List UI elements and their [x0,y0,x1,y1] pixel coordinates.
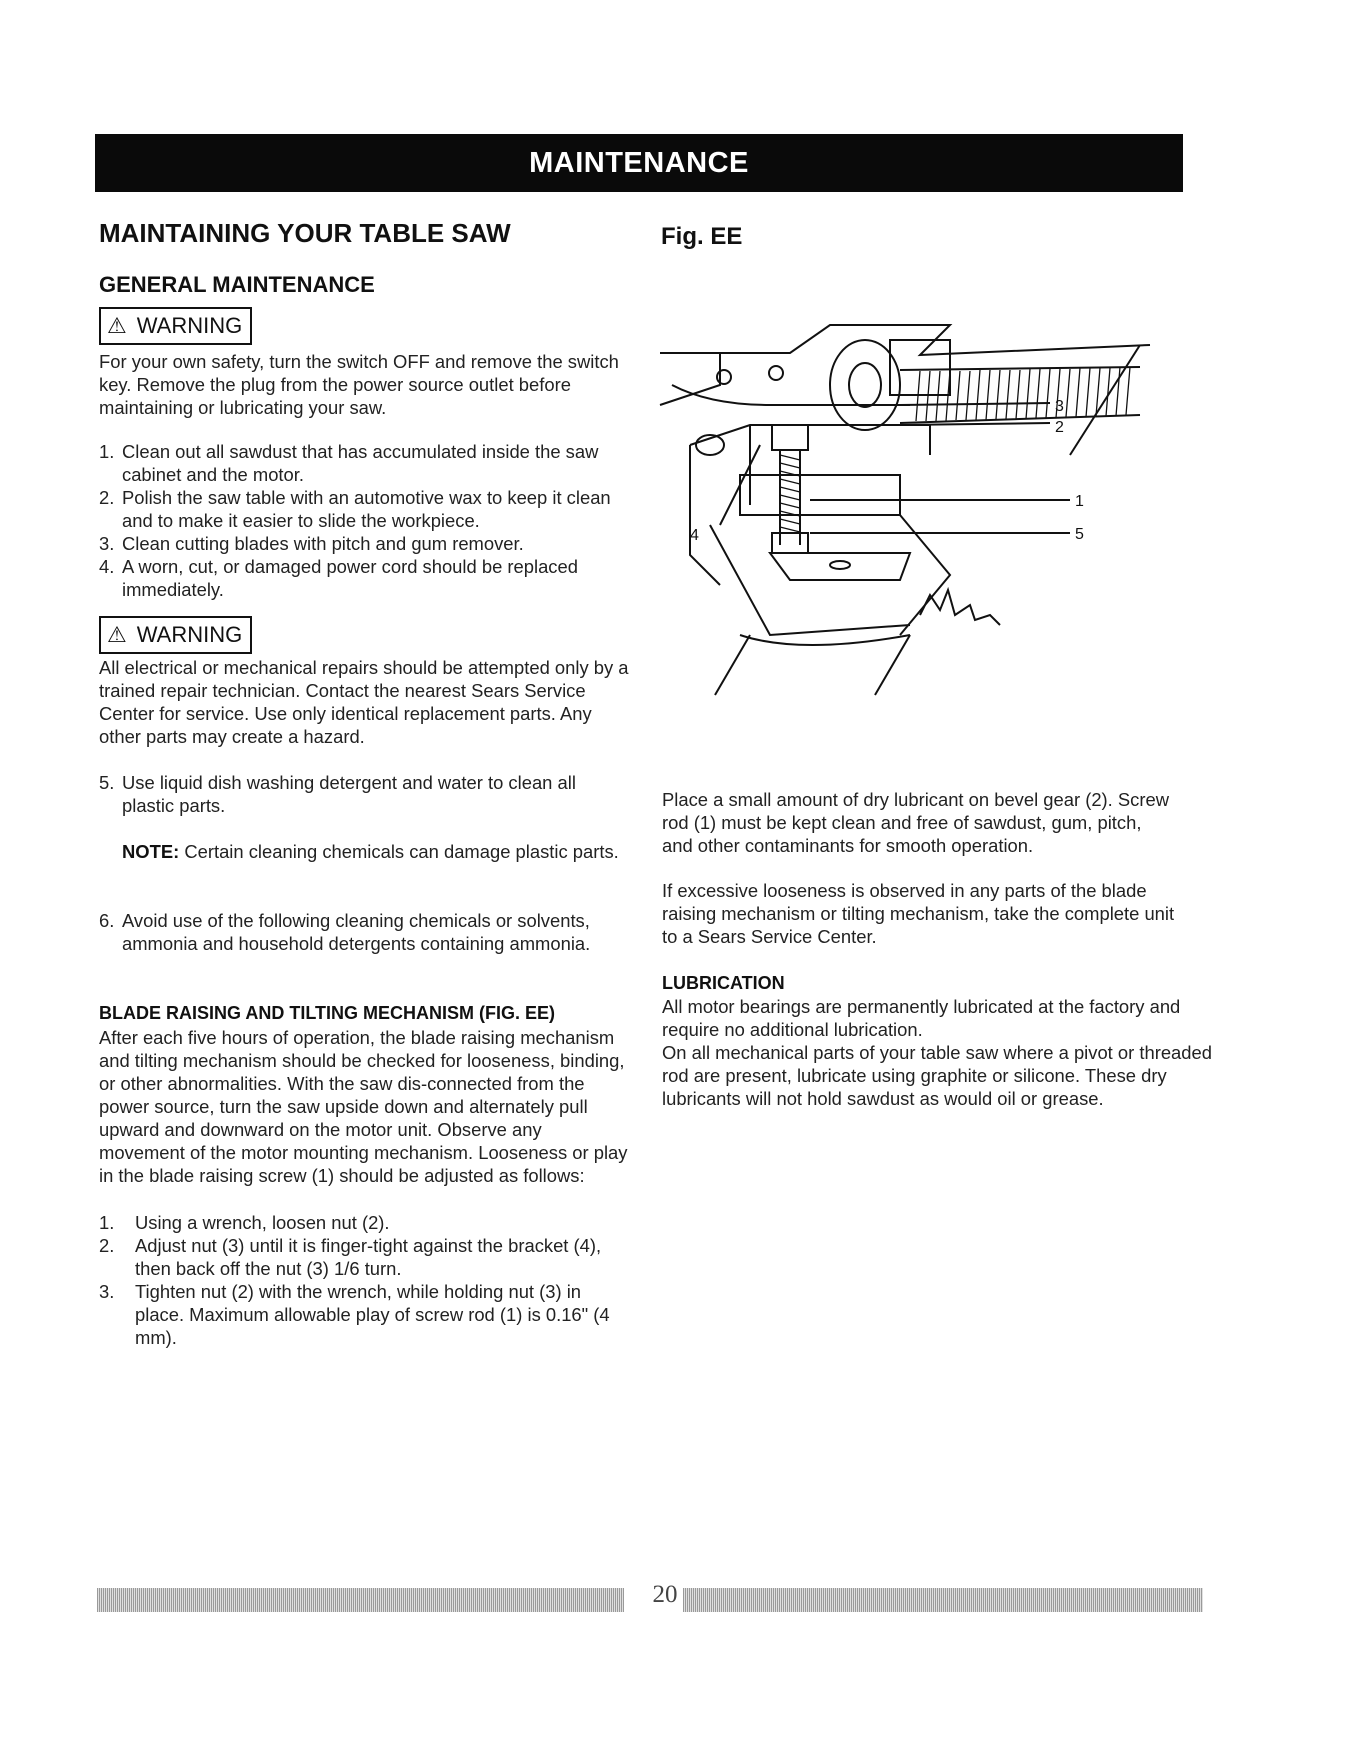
lubrication-text-2: On all mechanical parts of your table saw where a pivot or threaded rod are present, lubricate using graphite or silicone. These dry lubricants will not hold sawdust as would oil or grease. [662,1042,1212,1109]
warning-1-text: For your own safety, turn the switch OFF and remove the switch key. Remove the plug from the power source outlet before maintaining or lubricating your saw. [99,351,619,418]
fig-label-2: 2 [1055,419,1064,436]
warning-label: WARNING [136,313,243,338]
list-item: 3. Clean cutting blades with pitch and gum remover. [99,533,524,554]
warning-2-text: All electrical or mechanical repairs should be attempted only by a trained repair technician. Contact the nearest Sears Service Center for service. Use only identical replacement parts. Any other parts may create a hazard. [99,657,629,747]
lubrication-heading: LUBRICATION [662,973,785,993]
list-item: 3. Tighten nut (2) with the wrench, while holding nut (3) in place. Maximum allowable play of screw rod (1) is 0.16" (4 mm). [99,1281,610,1348]
footer-rule-left [97,1588,624,1612]
warning-badge-1 [99,307,252,345]
list-item: 1. Clean out all sawdust that has accumulated inside the saw cabinet and the motor. [99,441,599,485]
fig-label-3: 3 [1055,398,1064,415]
step-6 [99,909,619,955]
fig-label-4: 4 [690,527,699,544]
warning-triangle-icon: ⚠ [107,622,127,647]
list-item: 2. Adjust nut (3) until it is finger-tight against the bracket (4), then back off the nut (3) 1/6 turn. [99,1235,602,1279]
cleaning-steps [99,440,629,601]
lubrication-text-1: All motor bearings are permanently lubricated at the factory and require no additional lubrication. [662,996,1181,1040]
footer-rule-right [683,1588,1203,1612]
list-item: 6. Avoid use of the following cleaning chemicals or solvents, ammonia and household detergents containing ammonia. [99,910,591,954]
list-item: 5. Use liquid dish washing detergent and water to clean all plastic parts. [99,772,576,816]
section-banner: MAINTENANCE [95,134,1183,192]
fig-label-1: 1 [1075,493,1084,510]
warning-label: WARNING [136,622,243,647]
figure-ee-illustration [650,315,1170,735]
warning-badge-2 [99,616,252,654]
step-5 [99,771,629,817]
blade-mechanism-heading: BLADE RAISING AND TILTING MECHANISM (FIG. EE) [99,1003,555,1023]
list-item: 4. A worn, cut, or damaged power cord should be replaced immediately. [99,556,578,600]
looseness-paragraph: If excessive looseness is observed in any parts of the blade raising mechanism or tilting mechanism, take the complete unit to a Sears Service Center. [662,880,1175,947]
lubricant-paragraph: Place a small amount of dry lubricant on bevel gear (2). Screw rod (1) must be kept clean and free of sawdust, gum, pitch, and other contaminants for smooth operation. [662,789,1169,856]
blade-mechanism-text: After each five hours of operation, the blade raising mechanism and tilting mechanism should be checked for looseness, binding, or other abnormalities. With the saw dis-connected from the power source, turn the saw upside down and alternately pull upward and downward on the motor unit. Observe any movement of the motor mounting mechanism. Looseness or play in the blade raising screw (1) should be adjusted as follows: [99,1027,628,1186]
list-item: 2. Polish the saw table with an automotive wax to keep it clean and to make it easier to slide the workpiece. [99,487,611,531]
note-text: NOTE: Certain cleaning chemicals can damage plastic parts. [122,841,619,862]
warning-triangle-icon: ⚠ [107,313,127,338]
figure-title: Fig. EE [661,223,743,250]
adjustment-steps [99,1211,619,1349]
page-number: 20 [652,1581,678,1608]
fig-label-5: 5 [1075,526,1084,543]
list-item: 1. Using a wrench, loosen nut (2). [99,1212,390,1233]
general-maintenance-heading: GENERAL MAINTENANCE [99,272,375,297]
page-title: MAINTAINING YOUR TABLE SAW [99,218,511,248]
